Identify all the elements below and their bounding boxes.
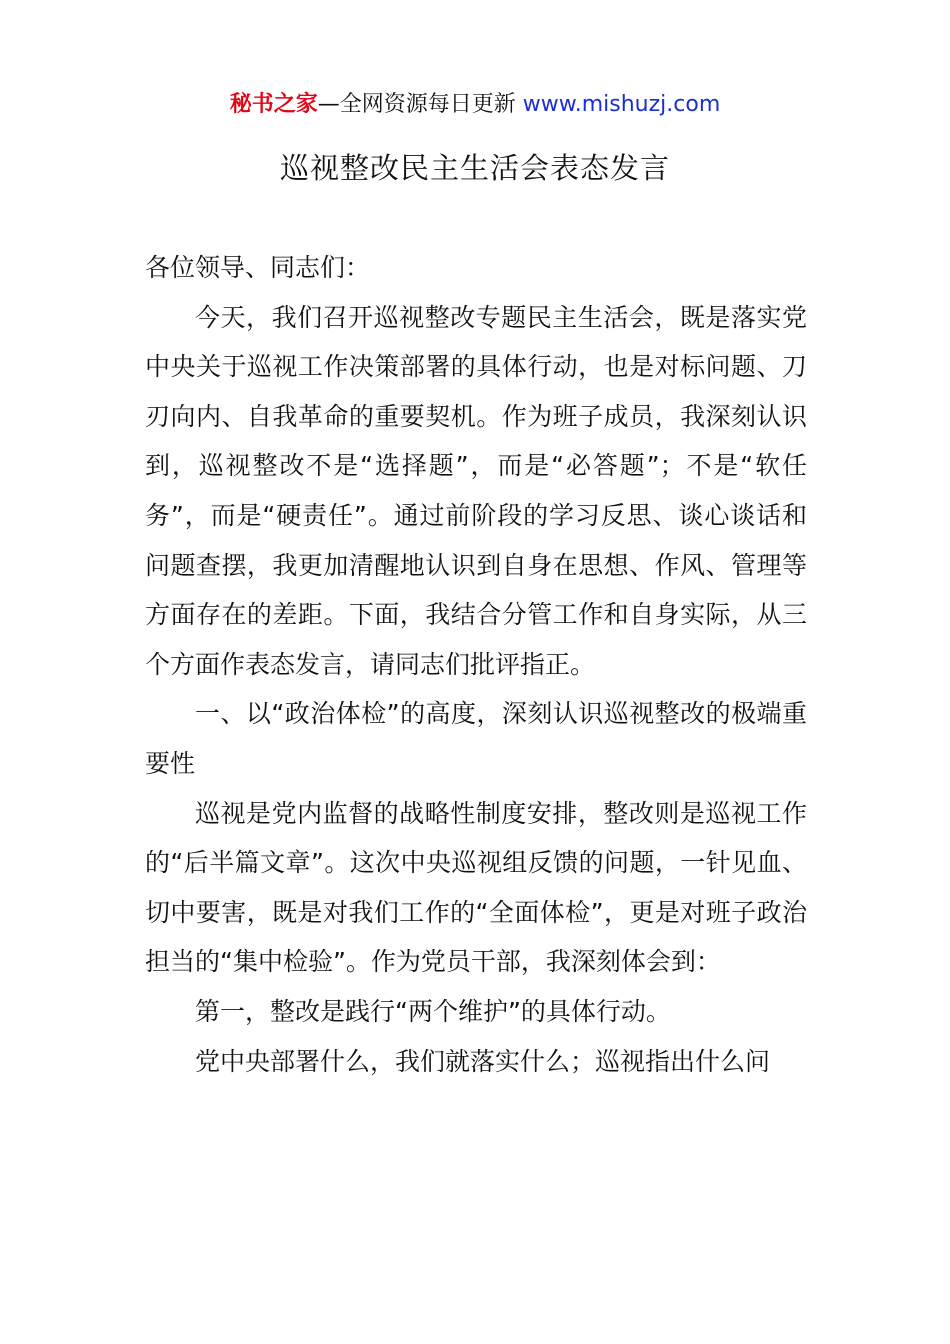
site-header [0, 88, 950, 122]
subheading-first: 第一，整改是践行“两个维护”的具体行动。 [195, 996, 671, 1026]
header-tagline: 全网资源每日更新 [339, 92, 523, 117]
paragraph-section-1: 巡视是党内监督的战略性制度安排，整改则是巡视工作的“后半篇文章”。这次中央巡视组反馈的问题，一针见血、切中要害，既是对我们工作的“全面体检”，更是对班子政治担当的“集中检验”。作为党员干部，我深刻体会到： [145, 798, 807, 977]
paragraph-opening: 今天，我们召开巡视整改专题民主生活会，既是落实党中央关于巡视工作决策部署的具体行动，也是对标问题、刀刃向内、自我革命的重要契机。作为班子成员，我深刻认识到，巡视整改不是“选择题”，而是“必答题”；不是“软任务”，而是“硬责任”。通过前阶段的学习反思、谈心谈话和问题查摆，我更加清醒地认识到自身在思想、作风、管理等方面存在的差距。下面，我结合分管工作和自身实际，从三个方面作表态发言，请同志们批评指正。 [145, 302, 807, 679]
site-url-link[interactable]: www.mishuzj.com [522, 92, 721, 117]
section-heading-1: 一、以“政治体检”的高度，深刻认识巡视整改的极端重要性 [145, 699, 807, 778]
site-name: 秘书之家 [229, 92, 318, 117]
salutation: 各位领导、同志们： [145, 253, 371, 282]
document-body [145, 243, 807, 1086]
paragraph-first: 党中央部署什么，我们就落实什么；巡视指出什么问 [195, 1046, 771, 1076]
header-separator: — [317, 92, 340, 117]
document-title: 巡视整改民主生活会表态发言 [279, 151, 670, 185]
